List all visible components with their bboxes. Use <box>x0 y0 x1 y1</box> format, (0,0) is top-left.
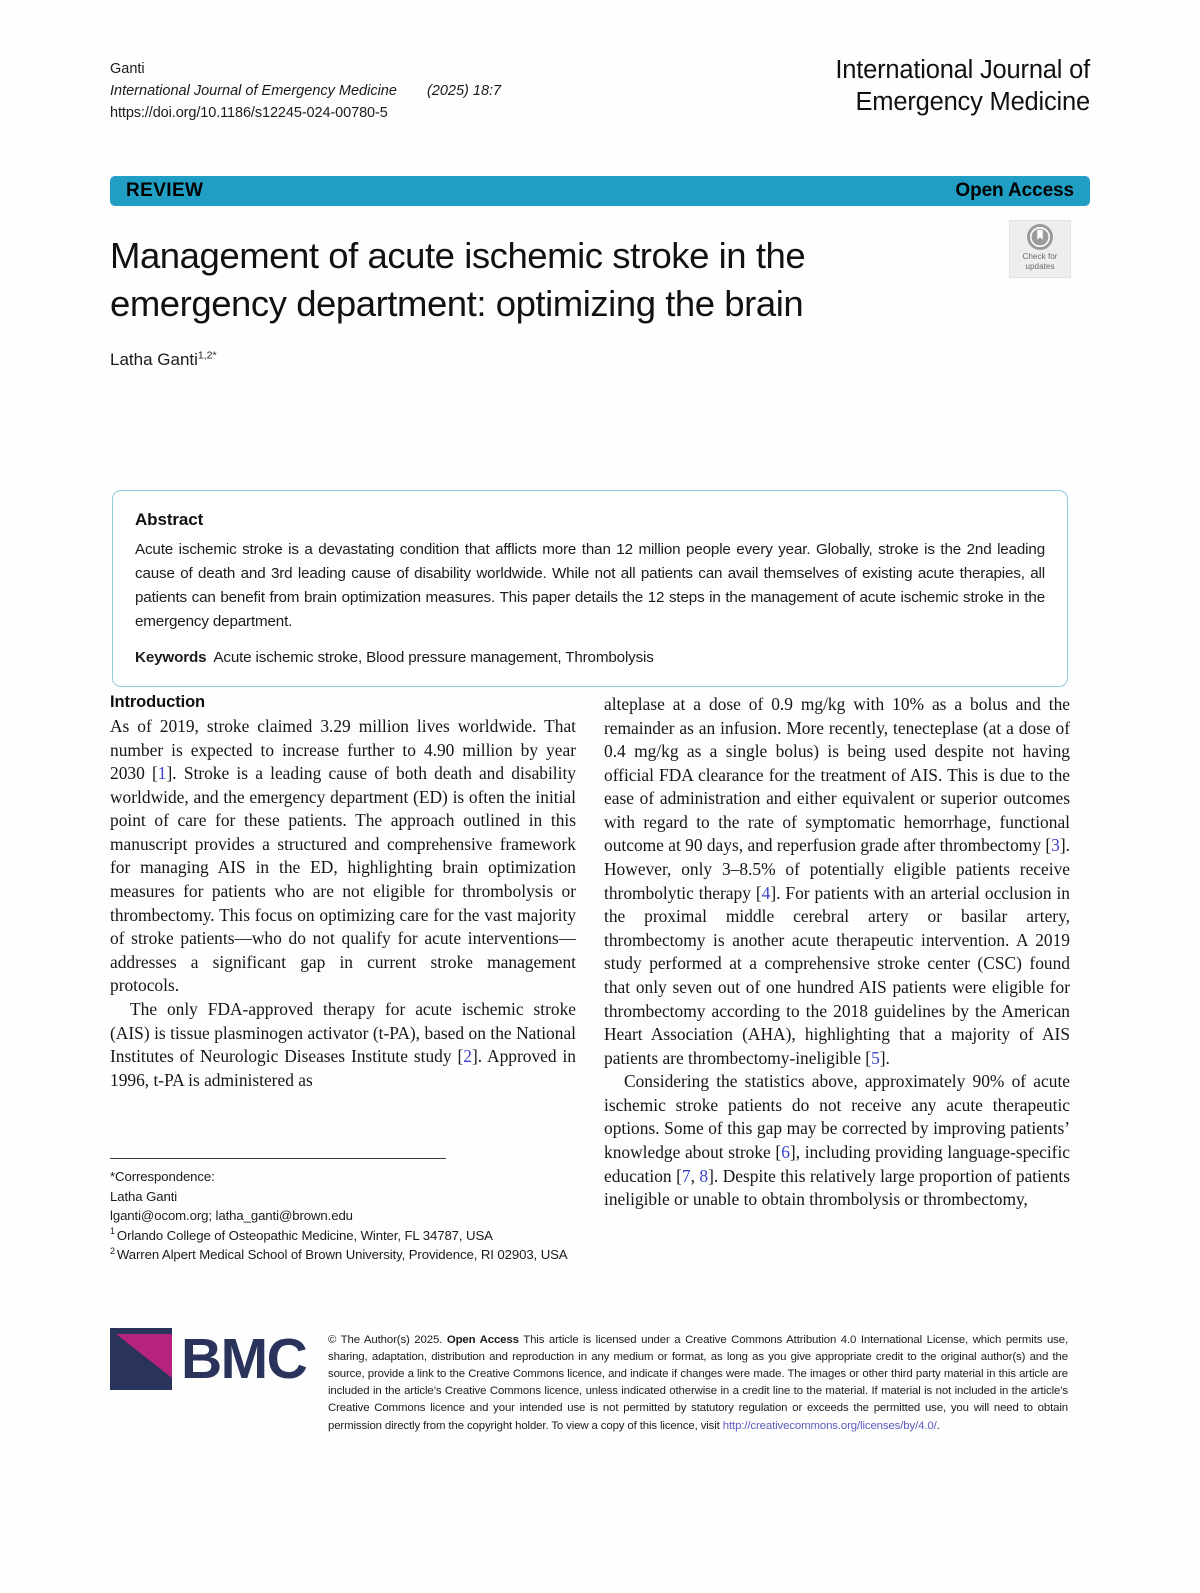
affiliation-2-mark: 2 <box>110 1245 115 1256</box>
bmc-logo <box>110 1318 328 1390</box>
open-access-label: Open Access <box>955 180 1074 201</box>
column-left <box>110 693 576 1092</box>
crossmark-badge[interactable] <box>1009 220 1071 278</box>
copyright-text: © The Author(s) 2025. <box>328 1334 447 1346</box>
page-title: Management of acute ischemic stroke in the emergency department: optimizing the brain <box>110 235 806 325</box>
keywords-row <box>135 647 1045 670</box>
running-journal-title: International Journal of Emergency Medicine <box>110 83 397 100</box>
author-list <box>110 350 970 370</box>
license-period: . <box>936 1419 940 1432</box>
author-name: Latha Ganti <box>110 350 198 370</box>
citation-ref-7[interactable]: 7 <box>681 1165 691 1186</box>
affiliation-2 <box>110 1245 576 1265</box>
text-run: ], including providing language-specific education [ <box>604 1141 1070 1186</box>
journal-title-line-1: International Journal of <box>835 56 1090 84</box>
title-block <box>110 232 970 370</box>
running-author: Ganti <box>110 61 145 77</box>
paragraph-intro-2 <box>110 998 576 1092</box>
bmc-mark-icon <box>110 1328 172 1390</box>
citation-ref-8[interactable]: 8 <box>699 1165 709 1186</box>
crossmark-line-1: Check for <box>1022 252 1058 261</box>
affiliation-1-text: Orlando College of Osteopathic Medicine, Winter, FL 34787, USA <box>116 1227 493 1243</box>
text-run: ]. <box>879 1047 890 1068</box>
correspondence-emails[interactable]: lganti@ocom.org; latha_ganti@brown.edu <box>110 1208 353 1224</box>
text-run: ]. Stroke is a leading cause of both death and disability worldwide, and the emergency department (ED) is often the initial point of care for these patients. The approach outlined in this manuscript provides a structured and comprehensive framework for managing AIS in the ED, highlighting brain optimization measures for patients who are not eligible for thrombolysis or thrombectomy. This focus on optimizing care for the vast majority of stroke patients—who do not qualify for acute interventions—addresses a significant gap in current stroke management protocols. <box>110 763 576 996</box>
text-run: Considering the statistics above, approximately 90% of acute ischemic stroke patients do not receive any acute therapeutic options. Some of this gap may be corrected by improving patients’ knowledge about stroke [ <box>604 1071 1070 1162</box>
article-type-label: REVIEW <box>126 180 204 201</box>
text-run: ]. For patients with an arterial occlusion in the proximal middle cerebral artery or basilar artery, thrombectomy is another acute therapeutic intervention. A 2019 study performed at a comprehensive stroke center (CSC) found that only seven out of one hundred AIS patients were eligible for thrombectomy according to the 2018 guidelines by the American Heart Association (AHA), highlighting that a majority of AIS patients are thrombectomy-ineligible [ <box>604 882 1070 1068</box>
citation-ref-1[interactable]: 1 <box>157 763 167 784</box>
correspondence-block <box>110 1158 576 1265</box>
footnote-divider <box>110 1158 446 1159</box>
doi-link[interactable]: https://doi.org/10.1186/s12245-024-00780-5 <box>110 105 388 122</box>
volume-issue: (2025) 18:7 <box>426 83 502 100</box>
running-head-left <box>110 58 501 124</box>
text-run: ]. Approved in 1996, t-PA is administered as <box>110 1046 576 1090</box>
section-heading-introduction: Introduction <box>110 693 206 711</box>
correspondence-text <box>110 1167 576 1265</box>
journal-logo-text <box>835 54 1090 118</box>
crossmark-text <box>1022 252 1057 271</box>
abstract-box <box>112 490 1068 687</box>
citation-ref-6[interactable]: 6 <box>781 1141 790 1162</box>
correspondence-label: *Correspondence: <box>110 1169 215 1184</box>
text-run: ]. However, only 3–8.5% of potentially eligible patients receive thrombolytic therapy [ <box>604 835 1071 903</box>
license-body: This article is licensed under a Creative Commons Attribution 4.0 International License, which permits use, sharing, adaptation, distribution and reproduction in any medium or format, as long as you give appropriate credit to the original author(s) and the source, provide a link to the Creative Commons licence, and indicate if changes were made. The images or other third party material in this article are included in the article’s Creative Commons licence, unless indicated otherwise in a credit line to the material. If material is not included in the article’s Creative Commons licence and your intended use is not permitted by statutory regulation or exceeds the permitted use, you will need to obtain permission directly from the copyright holder. To view a copy of this licence, visit <box>328 1334 1068 1432</box>
text-run: ]. Despite this relatively large proportion of patients ineligible or unable to obtain thrombolysis or thrombectomy, <box>604 1165 1070 1210</box>
abstract-text: Acute ischemic stroke is a devastating condition that afflicts more than 12 million people every year. Globally, stroke is the 2nd leading cause of death and 3rd leading cause of disability worldwide. While not all patients can avail themselves of existing acute therapies, all patients can benefit from brain optimization measures. This paper details the 12 steps in the management of acute ischemic stroke in the emergency department. <box>135 541 1045 631</box>
paragraph-right-2 <box>604 1070 1070 1211</box>
affiliation-2-text: Warren Alpert Medical School of Brown University, Providence, RI 02903, USA <box>116 1247 568 1263</box>
affiliation-1 <box>110 1226 576 1246</box>
affiliation-1-mark: 1 <box>110 1226 115 1237</box>
column-right <box>604 693 1070 1212</box>
abstract-heading: Abstract <box>135 510 204 529</box>
journal-title-line-2: Emergency Medicine <box>855 88 1090 117</box>
license-url-link[interactable]: http://creativecommons.org/licenses/by/4.0/ <box>722 1419 937 1432</box>
license-text <box>328 1318 1068 1435</box>
masthead <box>110 58 1090 138</box>
text-run: alteplase at a dose of 0.9 mg/kg with 10% as a bolus and the remainder as an infusion. More recently, tenecteplase (at a dose of 0.4 mg/kg as a single bolus) is being used despite not having official FDA clearance for the treatment of AIS. This is due to the ease of administration and either equivalent or superior outcomes with regard to the rate of symptomatic hemorrhage, functional outcome at 90 days, and reperfusion grade after thrombectomy [ <box>604 694 1070 856</box>
text-run: As of 2019, stroke claimed 3.29 million lives worldwide. That number is expected to increase further to 4.90 million by year 2030 [ <box>110 716 576 784</box>
citation-ref-4[interactable]: 4 <box>761 882 771 903</box>
citation-ref-5[interactable]: 5 <box>871 1047 880 1068</box>
paragraph-intro-1 <box>110 715 576 998</box>
crossmark-line-2: updates <box>1025 261 1055 271</box>
correspondence-name: Latha Ganti <box>110 1188 178 1204</box>
keywords-values: Acute ischemic stroke, Blood pressure management, Thrombolysis <box>213 649 654 667</box>
article-type-banner <box>110 176 1090 206</box>
page-footer <box>110 1318 1068 1435</box>
keywords-label: Keywords <box>135 649 207 667</box>
running-journal-row <box>110 80 501 102</box>
open-access-bold: Open Access <box>446 1334 519 1346</box>
paragraph-right-1 <box>604 693 1070 1070</box>
text-run: , <box>690 1165 700 1186</box>
text-run: The only FDA-approved therapy for acute ischemic stroke (AIS) is tissue plasminogen activator (t-PA), based on the National Institutes of Neurologic Diseases Institute study [ <box>110 998 576 1067</box>
citation-ref-2[interactable]: 2 <box>463 1046 472 1067</box>
bmc-wordmark: BMC <box>181 1326 307 1391</box>
citation-ref-3[interactable]: 3 <box>1051 835 1060 856</box>
author-affiliation-marks: 1,2* <box>197 349 217 362</box>
crossmark-icon <box>1027 224 1053 250</box>
